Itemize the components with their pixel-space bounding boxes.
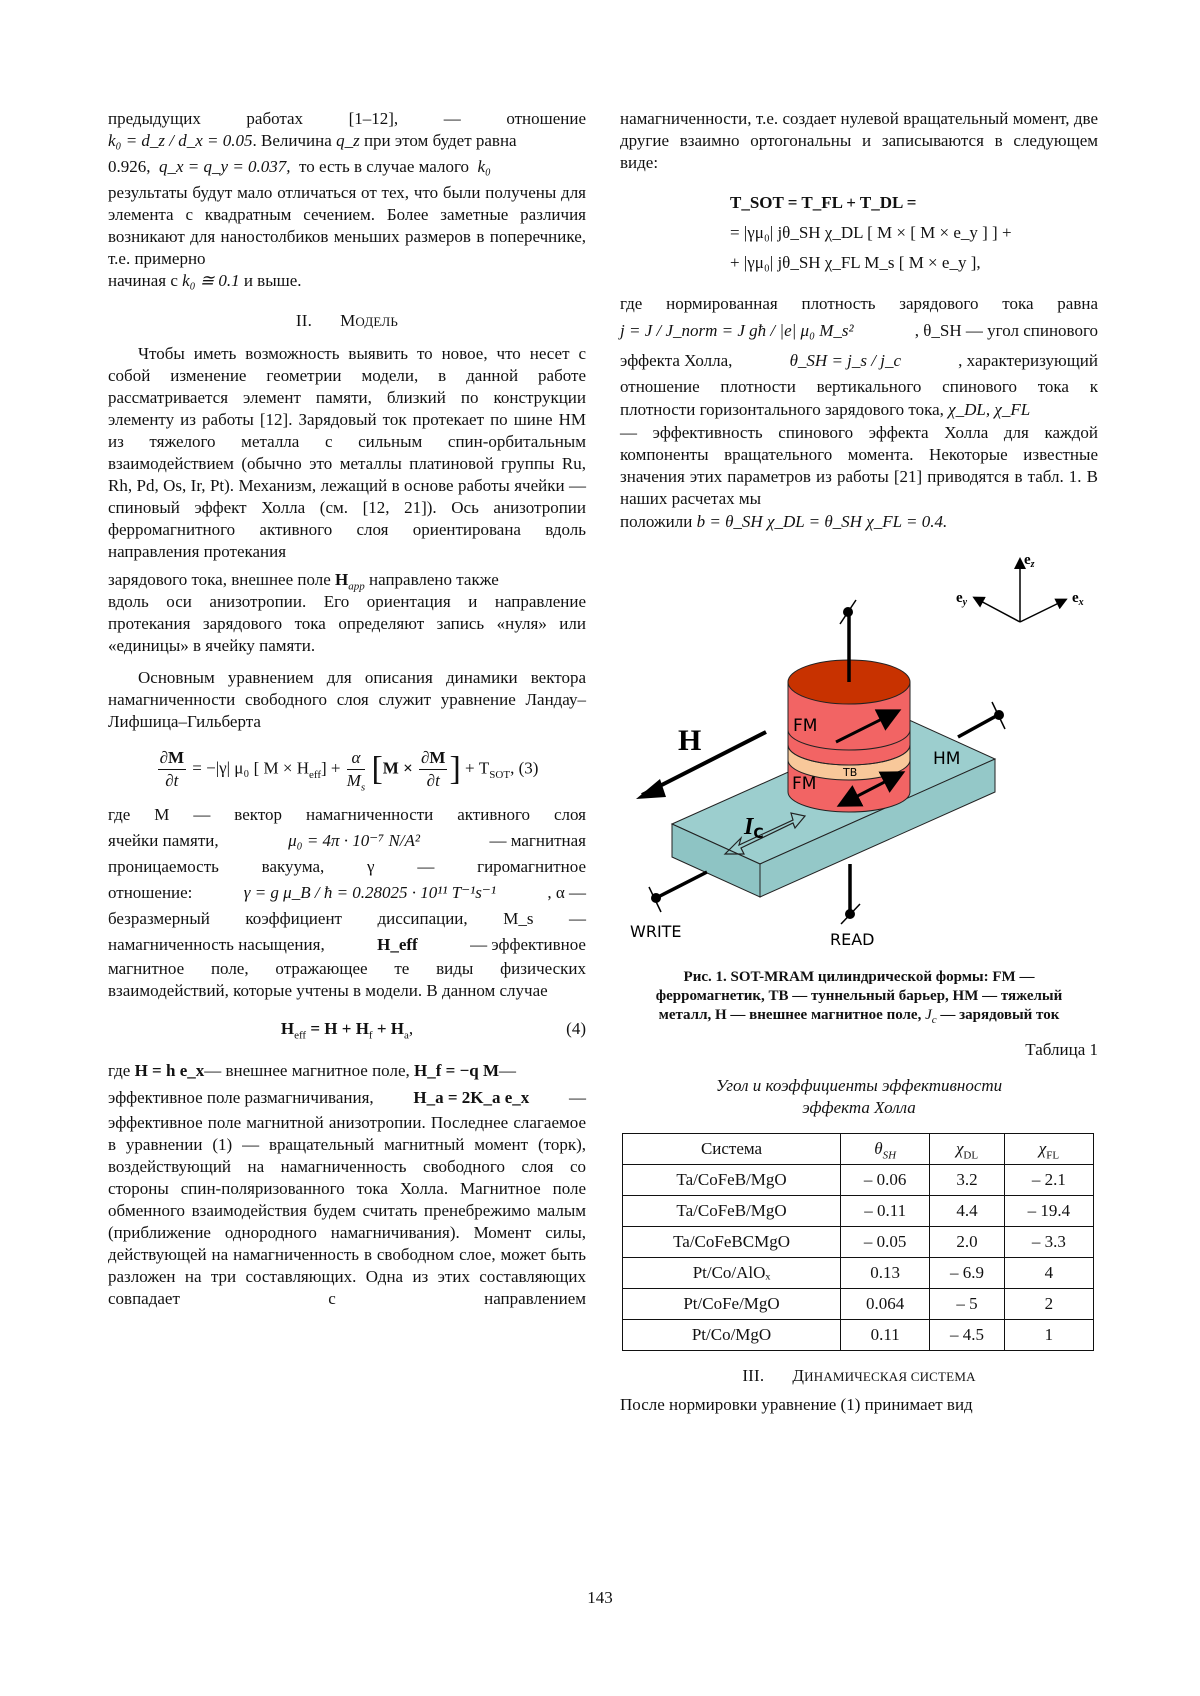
table-header-row	[623, 1134, 1094, 1165]
h-label: H	[678, 724, 702, 757]
equation-3-number: (3)	[518, 758, 539, 778]
theta-sh-formula: θ_SH = j_s / j_c	[789, 351, 901, 370]
right-column	[620, 108, 1098, 1416]
model-paragraph: Чтобы иметь возможность выявить то новое, что несет с собой изменение геометрии модели, в данной работе рассматривается элемент памяти, близкий по конструкции элементу из работы [12]. Зарядовый ток протекает по шине HM из тяжелого металла с сильным спин-орбитальным взаимодействием (обычно это металлы платиновой группы Ru, Rh, Pd, Os, Ir, Pt). Механизм, лежащий в основе работы ячейки — спиновый эффект Холла (см. [12, 21]). Ось анизотропии ферромагнитного активного слоя ориентирована вдоль направления протекания зарядового тока, внешнее поле $H_{app}$ направлено также вдоль оси анизотропии. Его ориентация и направление протекания зарядового тока определяют запись «нуля» или «единицы» в ячейку памяти.	[108, 344, 586, 655]
qxy-formula: q_x = q_y = 0.037,	[159, 157, 291, 176]
header-chi-fl: $\chi_{FL}$	[1004, 1134, 1093, 1165]
llg-paragraph: Основным уравнением для описания динамики вектора намагниченности свободного слоя служит уравнение Ландау–Лифшица–Гильберта	[108, 668, 586, 731]
equation-4-number: (4)	[566, 1019, 586, 1038]
fm-top-label: FM	[793, 716, 818, 736]
final-line: После нормировки уравнение (1) принимает вид	[620, 1395, 973, 1414]
intro-last-line: начиная с k₀ ≅ 0.1 и выше.	[108, 271, 302, 290]
gamma-formula: γ = g μ_B / ħ = 0.28025 · 10¹¹ T⁻¹s⁻¹	[243, 883, 496, 902]
heff-paragraph: где H = h e_x— внешнее магнитное поле, H_f = −q M— эффективное поле размагничивания, H_a = 2K_a e_x — эффективное поле магнитной анизотропии. Последнее слагаемое в уравнении (1) — вращательный магнитный момент (торк), воздействующий на намагниченность свободного слоя со стороны спин-поляризованного тока Холла. Магнитное поле обменного взаимодействия будем считать пренебрежимо малым (приближение однородного намагничивания). Момент силы, действующей на намагниченность в свободном слое, может быть разложен на три составляющих. Одна из этих составляющих совпадает с направлением	[108, 1061, 586, 1308]
section-3-heading: III. ДИНАМИЧЕСКАЯ СИСТЕМА	[742, 1366, 976, 1385]
where-paragraph: где M — вектор намагниченности активного слоя ячейки памяти, μ₀ = 4π · 10⁻⁷ N/A² — магнитная проницаемость вакуума, γ — гиромагнитное отношение: γ = g μ_B / ħ = 0.28025 · 10¹¹ T⁻¹s⁻¹ , α — безразмерный коэффициент диссипации, M_s — намагниченность насыщения, H_eff — эффективное магнитное поле, отражающее те виды физических взаимодействий, которые учтены в модели. В данном случае	[108, 805, 586, 1000]
table-row: Pt/Co/MgO 0.11 – 4.5 1	[623, 1320, 1094, 1351]
section-2-heading: II. МОДЕЛЬ	[295, 311, 399, 330]
table-row: Ta/CoFeBCMgO – 0.05 2.0 – 3.3	[623, 1227, 1094, 1258]
k0-ratio-formula: k₀ = d_z / d_x = 0.05	[108, 131, 253, 150]
sot-mram-figure	[620, 552, 1098, 962]
ex-label: $e_x$	[1072, 590, 1084, 608]
ey-label: $e_y$	[956, 590, 968, 608]
table-title: Угол и коэффициенты эффективности эффекта Холла	[715, 1076, 1003, 1117]
page-number: 143	[587, 1588, 613, 1607]
write-label: WRITE	[630, 922, 682, 941]
hall-effect-table	[622, 1133, 1094, 1351]
j-norm-formula: j = J / J_norm = J għ / |e| μ₀ M_s²	[620, 321, 854, 340]
table-row: Pt/Co/AlOₓ 0.13 – 6.9 4	[623, 1258, 1094, 1289]
intro-paragraph	[108, 108, 586, 292]
header-system: Система	[623, 1134, 841, 1165]
equation-3: $\frac{\partial M}{\partial t}$ = −|γ| μ₀ [ $M \times H_{eff}$] + $\frac{\alpha}{M_s}$ [M × $\frac{\partial M}{\partial t}$ ] + $T_{SOT}$, (3)	[159, 748, 539, 794]
intro-line-1: предыдущих работах [1–12], — отношение	[108, 109, 586, 128]
qz-symbol: q_z	[336, 131, 360, 150]
mu0-formula: μ₀ = 4π · 10⁻⁷ N/A²	[288, 831, 420, 850]
figure-caption: Рис. 1. SOT-MRAM цилиндрической формы: FM — ферромагнетик, TB — туннельный барьер, HM — тяжелый металл, H — внешнее магнитное поле, $J_c$ — зарядовый ток	[655, 969, 1063, 1026]
ez-label: $e_z$	[1024, 552, 1035, 570]
equation-4: $H_{eff} = H + H_f + H_a$, (4)	[280, 1019, 586, 1042]
table-row: Ta/CoFeB/MgO – 0.11 4.4 – 19.4	[623, 1196, 1094, 1227]
hm-right-lead	[958, 715, 998, 737]
header-chi-dl: $\chi_{DL}$	[930, 1134, 1004, 1165]
ic-label: IC	[744, 814, 764, 842]
axes-icon	[956, 552, 1084, 622]
table-row: Ta/CoFeB/MgO – 0.06 3.2 – 2.1	[623, 1165, 1094, 1196]
header-theta-sh: $\theta_{SH}$	[841, 1134, 930, 1165]
tb-label: TB	[843, 766, 858, 779]
fm-bottom-label: FM	[792, 774, 817, 794]
figure-svg	[620, 552, 1098, 962]
torque-intro: намагниченности, т.е. создает нулевой вращательный момент, две другие взаимно ортогональны и записываются в следующем виде:	[620, 109, 1098, 172]
left-column	[108, 108, 586, 1310]
intro-line-3: 0.926, q_x = q_y = 0.037, то есть в случае малого k₀	[108, 157, 491, 176]
norm-paragraph: где нормированная плотность зарядового тока равна j = J / J_norm = J għ / |e| μ₀ M_s² , θ_SH — угол спинового эффекта Холла, θ_SH = j_s / j_c , характеризующий отношение плотности вертикального спинового тока к плотности горизонтального зарядового тока, χ_DL, χ_FL — эффективность спинового эффекта Холла для каждой компоненты вращательного момента. Некоторые известные значения этих параметров из работы [21] приводятся в табл. 1. В наших расчетах мы положили b = θ_SH χ_DL = θ_SH χ_FL = 0.4.	[620, 294, 1098, 531]
intro-line-2: k₀ = d_z / d_x = 0.05. Величина q_z при этом будет равна	[108, 131, 517, 150]
read-label: READ	[830, 930, 875, 949]
b-formula: b = θ_SH χ_DL = θ_SH χ_FL = 0.4.	[696, 512, 948, 531]
hm-label: HM	[933, 749, 961, 769]
write-lead	[658, 872, 707, 897]
intro-body: результаты будут мало отличаться от тех, что были получены для элемента с квадратным сечением. Более заметные различия возникают для наностолбиков меньших размеров в поперечнике, т.е. примерно	[108, 183, 586, 268]
table-row: Pt/CoFe/MgO 0.064 – 5 2	[623, 1289, 1094, 1320]
tsot-equation: T_SOT = T_FL + T_DL = = |γμ₀| jθ_SH χ_DL [ M × [ M × e_y ] ] + + |γμ₀| jθ_SH χ_FL M_s [ M × e_y ],	[730, 193, 1012, 272]
table-label: Таблица 1	[1025, 1040, 1098, 1059]
h-app-line: зарядового тока, внешнее поле $H_{app}$ направлено также	[108, 570, 499, 593]
